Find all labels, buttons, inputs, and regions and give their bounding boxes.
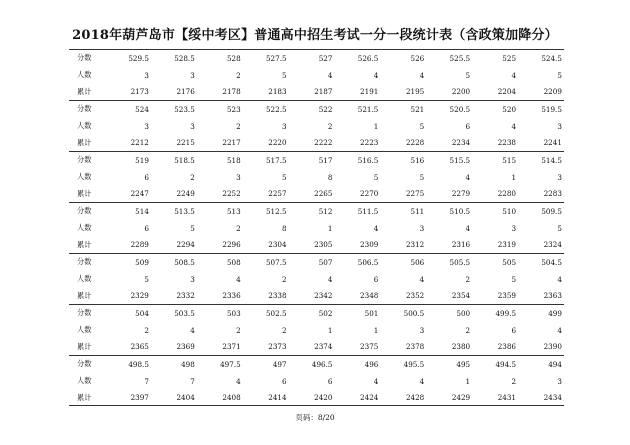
table-cell-count: 3 xyxy=(511,223,517,233)
table-cell-score: 500.5 xyxy=(403,308,425,318)
table-cell-count: 6 xyxy=(144,172,149,182)
row-label-score: 分数 xyxy=(77,104,92,114)
row-label-cumulative: 累计 xyxy=(77,341,92,351)
table-cell-cumulative: 2428 xyxy=(405,393,425,403)
table-cell-count: 4 xyxy=(511,121,517,131)
table-cell-cumulative: 2173 xyxy=(130,87,149,97)
table-cell-count: 2 xyxy=(465,274,471,284)
table-cell-count: 8 xyxy=(327,172,333,182)
table-cell-cumulative: 2249 xyxy=(176,189,195,199)
table-cell-count: 2 xyxy=(236,70,241,80)
table-cell-cumulative: 2414 xyxy=(268,393,287,403)
table-cell-cumulative: 2241 xyxy=(543,138,562,148)
table-cell-score: 510 xyxy=(502,206,517,216)
table-cell-score: 512 xyxy=(318,206,333,216)
table-cell-cumulative: 2429 xyxy=(451,393,471,403)
table-cell-score: 511 xyxy=(410,206,425,216)
row-label-count: 人数 xyxy=(77,274,92,284)
table-row-count xyxy=(69,67,564,84)
table-cell-cumulative: 2312 xyxy=(405,240,425,250)
table-cell-count: 6 xyxy=(465,121,471,131)
table-cell-score: 497.5 xyxy=(220,359,241,369)
table-cell-score: 521.5 xyxy=(357,104,379,114)
row-label-cumulative: 累计 xyxy=(77,86,92,96)
row-label-score: 分数 xyxy=(77,53,92,63)
table-cell-score: 523.5 xyxy=(174,104,195,114)
table-row-count xyxy=(69,271,564,288)
table-cell-cumulative: 2404 xyxy=(176,393,195,403)
table-cell-cumulative: 2352 xyxy=(405,291,425,301)
table-row-score xyxy=(69,203,564,220)
table-cell-count: 2 xyxy=(511,376,517,386)
row-label-score: 分数 xyxy=(77,308,92,318)
table-cell-score: 524.5 xyxy=(541,53,562,63)
table-row-count xyxy=(69,220,564,237)
table-cell-score: 506 xyxy=(410,257,425,267)
table-cell-cumulative: 2209 xyxy=(543,87,562,97)
table-cell-cumulative: 2369 xyxy=(176,342,195,352)
table-cell-cumulative: 2222 xyxy=(314,138,333,148)
row-label-cumulative: 累计 xyxy=(77,188,92,198)
table-cell-score: 525.5 xyxy=(449,53,471,63)
row-label-cumulative: 累计 xyxy=(77,290,92,300)
table-cell-count: 7 xyxy=(144,376,149,386)
table-cell-score: 498.5 xyxy=(128,359,149,369)
table-cell-score: 513.5 xyxy=(174,206,195,216)
table-cell-cumulative: 2195 xyxy=(405,87,425,97)
table-cell-score: 518 xyxy=(226,155,241,165)
table-cell-score: 513 xyxy=(226,206,241,216)
table-row-cumulative xyxy=(69,83,564,100)
table-cell-score: 526.5 xyxy=(357,53,379,63)
table-cell-cumulative: 2420 xyxy=(314,393,333,403)
table-cell-cumulative: 2373 xyxy=(268,342,287,352)
table-cell-cumulative: 2397 xyxy=(130,393,149,403)
table-cell-score: 527 xyxy=(318,53,333,63)
table-cell-cumulative: 2375 xyxy=(360,342,379,352)
table-cell-cumulative: 2305 xyxy=(314,240,333,250)
table-cell-cumulative: 2348 xyxy=(360,291,379,301)
table-cell-cumulative: 2204 xyxy=(497,87,517,97)
table-cell-cumulative: 2336 xyxy=(222,291,241,301)
table-cell-cumulative: 2294 xyxy=(176,240,195,250)
table-cell-cumulative: 2324 xyxy=(543,240,562,250)
table-cell-score: 516 xyxy=(410,155,425,165)
table-cell-count: 6 xyxy=(144,223,149,233)
row-label-score: 分数 xyxy=(77,359,92,369)
table-cell-score: 511.5 xyxy=(357,206,379,216)
table-cell-cumulative: 2279 xyxy=(451,189,471,199)
table-cell-score: 508.5 xyxy=(174,257,195,267)
table-cell-score: 517.5 xyxy=(265,155,287,165)
table-row-cumulative xyxy=(69,389,564,406)
table-cell-score: 508 xyxy=(226,257,241,267)
table-cell-cumulative: 2338 xyxy=(268,291,287,301)
table-cell-score: 505.5 xyxy=(449,257,471,267)
table-block xyxy=(69,100,564,151)
table-cell-count: 4 xyxy=(557,274,562,284)
table-cell-cumulative: 2354 xyxy=(451,291,471,301)
table-cell-score: 522.5 xyxy=(265,104,287,114)
table-cell-count: 1 xyxy=(373,325,379,335)
table-cell-score: 503.5 xyxy=(174,308,195,318)
table-row-score xyxy=(69,305,564,322)
table-cell-score: 507 xyxy=(318,257,333,267)
table-row-count xyxy=(69,118,564,135)
table-row-cumulative xyxy=(69,287,564,304)
table-cell-score: 514.5 xyxy=(541,155,562,165)
row-label-cumulative: 累计 xyxy=(77,137,92,147)
row-label-count: 人数 xyxy=(77,223,92,233)
table-cell-count: 3 xyxy=(190,274,195,284)
table-cell-count: 1 xyxy=(373,121,379,131)
table-cell-count: 6 xyxy=(511,325,517,335)
table-cell-count: 2 xyxy=(236,223,241,233)
table-row-score xyxy=(69,254,564,271)
table-cell-score: 495 xyxy=(456,359,471,369)
table-cell-score: 498 xyxy=(181,359,195,369)
table-cell-count: 4 xyxy=(557,325,562,335)
table-cell-count: 4 xyxy=(236,376,241,386)
table-cell-cumulative: 2187 xyxy=(314,87,333,97)
table-cell-score: 516.5 xyxy=(357,155,379,165)
table-cell-score: 521 xyxy=(410,104,425,114)
table-cell-cumulative: 2424 xyxy=(360,393,379,403)
table-cell-count: 5 xyxy=(281,70,287,80)
table-cell-score: 504 xyxy=(135,308,149,318)
table-cell-score: 519 xyxy=(135,155,149,165)
table-cell-count: 4 xyxy=(373,376,379,386)
table-cell-count: 8 xyxy=(281,223,287,233)
table-cell-score: 507.5 xyxy=(265,257,287,267)
table-row-cumulative xyxy=(69,236,564,253)
table-cell-score: 506.5 xyxy=(357,257,379,267)
table-cell-score: 497 xyxy=(272,359,287,369)
row-label-count: 人数 xyxy=(77,172,92,182)
table-cell-count: 3 xyxy=(419,223,425,233)
table-cell-cumulative: 2434 xyxy=(543,393,562,403)
row-label-score: 分数 xyxy=(77,206,92,216)
table-cell-count: 3 xyxy=(557,121,562,131)
table-cell-cumulative: 2329 xyxy=(130,291,149,301)
table-cell-count: 5 xyxy=(557,223,562,233)
table-cell-cumulative: 2200 xyxy=(451,87,471,97)
table-cell-cumulative: 2247 xyxy=(130,189,149,199)
table-cell-cumulative: 2257 xyxy=(268,189,287,199)
table-cell-count: 4 xyxy=(465,172,471,182)
table-row-count xyxy=(69,373,564,390)
table-block xyxy=(69,304,564,355)
table-cell-count: 2 xyxy=(236,325,241,335)
table-cell-cumulative: 2359 xyxy=(497,291,517,301)
table-cell-count: 4 xyxy=(327,274,333,284)
table-cell-count: 4 xyxy=(419,70,425,80)
table-cell-cumulative: 2363 xyxy=(543,291,562,301)
table-cell-count: 5 xyxy=(465,70,471,80)
row-label-score: 分数 xyxy=(77,257,92,267)
page-number: 页码：8/20 xyxy=(295,413,335,422)
table-cell-count: 2 xyxy=(327,121,333,131)
table-cell-score: 515 xyxy=(502,155,517,165)
table-cell-score: 528.5 xyxy=(174,53,195,63)
table-cell-score: 524 xyxy=(135,104,149,114)
table-cell-cumulative: 2304 xyxy=(268,240,287,250)
table-cell-cumulative: 2283 xyxy=(543,189,562,199)
table-cell-count: 3 xyxy=(190,121,195,131)
table-cell-score: 495.5 xyxy=(403,359,425,369)
table-cell-count: 3 xyxy=(557,172,562,182)
table-cell-cumulative: 2212 xyxy=(130,138,149,148)
table-cell-cumulative: 2176 xyxy=(176,87,195,97)
table-block xyxy=(69,151,564,202)
score-distribution-table xyxy=(69,49,564,406)
table-cell-count: 3 xyxy=(144,121,149,131)
table-cell-score: 509.5 xyxy=(541,206,562,216)
table-cell-cumulative: 2178 xyxy=(222,87,241,97)
table-row-score xyxy=(69,50,564,67)
table-row-cumulative xyxy=(69,134,564,151)
table-cell-cumulative: 2183 xyxy=(268,87,287,97)
table-cell-count: 4 xyxy=(373,223,379,233)
table-cell-cumulative: 2316 xyxy=(451,240,471,250)
table-cell-score: 526 xyxy=(410,53,425,63)
table-cell-cumulative: 2365 xyxy=(130,342,149,352)
table-cell-count: 1 xyxy=(511,172,517,182)
table-cell-count: 4 xyxy=(465,223,471,233)
table-cell-score: 514 xyxy=(135,206,149,216)
table-cell-cumulative: 2215 xyxy=(176,138,195,148)
table-cell-cumulative: 2265 xyxy=(314,189,333,199)
row-label-count: 人数 xyxy=(77,376,92,386)
table-cell-count: 1 xyxy=(465,376,471,386)
table-cell-count: 5 xyxy=(373,172,379,182)
table-cell-count: 3 xyxy=(144,70,149,80)
table-cell-score: 523 xyxy=(226,104,241,114)
table-cell-count: 5 xyxy=(511,274,517,284)
table-cell-count: 4 xyxy=(236,274,241,284)
row-label-score: 分数 xyxy=(77,155,92,165)
table-cell-cumulative: 2234 xyxy=(451,138,471,148)
table-cell-score: 517 xyxy=(318,155,333,165)
table-cell-cumulative: 2280 xyxy=(497,189,517,199)
table-row-count xyxy=(69,322,564,339)
table-cell-score: 518.5 xyxy=(174,155,195,165)
table-cell-count: 5 xyxy=(557,70,562,80)
table-cell-score: 522 xyxy=(318,104,333,114)
row-label-count: 人数 xyxy=(77,70,92,80)
table-cell-count: 1 xyxy=(327,325,333,335)
table-cell-count: 2 xyxy=(144,325,149,335)
row-label-cumulative: 累计 xyxy=(77,239,92,249)
table-cell-count: 4 xyxy=(419,274,425,284)
table-cell-count: 3 xyxy=(190,70,195,80)
table-block xyxy=(69,202,564,253)
table-cell-count: 4 xyxy=(327,70,333,80)
table-cell-count: 6 xyxy=(373,274,379,284)
table-cell-score: 499.5 xyxy=(495,308,517,318)
table-cell-count: 4 xyxy=(373,70,379,80)
table-cell-score: 519.5 xyxy=(541,104,562,114)
table-cell-count: 4 xyxy=(511,70,517,80)
table-cell-count: 1 xyxy=(327,223,333,233)
table-cell-score: 510.5 xyxy=(449,206,471,216)
table-cell-count: 3 xyxy=(281,121,287,131)
table-cell-score: 509 xyxy=(135,257,149,267)
table-row-score xyxy=(69,101,564,118)
table-cell-score: 499 xyxy=(548,308,562,318)
table-cell-cumulative: 2408 xyxy=(222,393,241,403)
table-cell-cumulative: 2380 xyxy=(451,342,471,352)
table-cell-cumulative: 2390 xyxy=(543,342,562,352)
table-cell-cumulative: 2228 xyxy=(405,138,425,148)
table-cell-score: 515.5 xyxy=(449,155,471,165)
table-cell-count: 5 xyxy=(190,223,195,233)
table-cell-count: 4 xyxy=(190,325,195,335)
table-cell-count: 2 xyxy=(465,325,471,335)
table-cell-score: 520.5 xyxy=(449,104,471,114)
table-cell-cumulative: 2238 xyxy=(497,138,517,148)
table-block xyxy=(69,49,564,100)
table-cell-count: 7 xyxy=(190,376,195,386)
document-title: 2018年葫芦岛市【绥中考区】普通高中招生考试一分一段统计表（含政策加降分） xyxy=(72,28,558,43)
table-cell-count: 2 xyxy=(236,121,241,131)
table-cell-score: 496 xyxy=(364,359,379,369)
table-cell-score: 503 xyxy=(226,308,241,318)
table-cell-count: 6 xyxy=(281,376,287,386)
table-cell-count: 6 xyxy=(327,376,333,386)
table-row-score xyxy=(69,356,564,373)
table-cell-cumulative: 2191 xyxy=(360,87,379,97)
table-cell-score: 501 xyxy=(364,308,379,318)
row-label-count: 人数 xyxy=(77,325,92,335)
table-row-count xyxy=(69,169,564,186)
table-cell-cumulative: 2431 xyxy=(497,393,517,403)
table-cell-cumulative: 2220 xyxy=(268,138,287,148)
table-cell-cumulative: 2374 xyxy=(314,342,333,352)
table-cell-count: 2 xyxy=(190,172,195,182)
table-cell-score: 494.5 xyxy=(495,359,517,369)
table-cell-count: 5 xyxy=(419,172,425,182)
table-row-cumulative xyxy=(69,338,564,355)
table-cell-count: 4 xyxy=(419,376,425,386)
row-label-cumulative: 累计 xyxy=(77,392,92,402)
table-cell-score: 528 xyxy=(226,53,241,63)
table-cell-score: 504.5 xyxy=(541,257,562,267)
table-cell-score: 529.5 xyxy=(128,53,149,63)
table-cell-cumulative: 2386 xyxy=(497,342,517,352)
table-row-cumulative xyxy=(69,185,564,202)
table-cell-score: 512.5 xyxy=(265,206,287,216)
table-block xyxy=(69,253,564,304)
table-cell-score: 527.5 xyxy=(265,53,287,63)
table-cell-cumulative: 2371 xyxy=(222,342,241,352)
table-cell-cumulative: 2275 xyxy=(405,189,425,199)
table-cell-score: 494 xyxy=(548,359,562,369)
table-block xyxy=(69,355,564,406)
table-cell-score: 520 xyxy=(502,104,517,114)
table-cell-cumulative: 2309 xyxy=(360,240,379,250)
table-cell-count: 2 xyxy=(281,274,287,284)
table-cell-cumulative: 2270 xyxy=(360,189,379,199)
table-cell-cumulative: 2342 xyxy=(314,291,333,301)
table-cell-count: 3 xyxy=(236,172,241,182)
row-label-count: 人数 xyxy=(77,121,92,131)
table-cell-cumulative: 2217 xyxy=(222,138,241,148)
table-cell-cumulative: 2296 xyxy=(222,240,241,250)
table-cell-count: 5 xyxy=(144,274,149,284)
table-cell-cumulative: 2332 xyxy=(176,291,195,301)
table-cell-cumulative: 2252 xyxy=(222,189,241,199)
table-cell-score: 496.5 xyxy=(311,359,333,369)
table-cell-count: 5 xyxy=(419,121,425,131)
table-cell-count: 5 xyxy=(281,172,287,182)
table-cell-score: 500 xyxy=(456,308,471,318)
table-cell-score: 502.5 xyxy=(265,308,287,318)
table-cell-count: 3 xyxy=(557,376,562,386)
table-cell-cumulative: 2319 xyxy=(497,240,517,250)
table-cell-score: 502 xyxy=(318,308,333,318)
table-cell-count: 2 xyxy=(281,325,287,335)
table-cell-score: 525 xyxy=(502,53,517,63)
table-cell-score: 505 xyxy=(502,257,517,267)
table-row-score xyxy=(69,152,564,169)
table-cell-cumulative: 2378 xyxy=(405,342,425,352)
table-cell-count: 3 xyxy=(419,325,425,335)
table-cell-cumulative: 2289 xyxy=(130,240,149,250)
table-cell-cumulative: 2223 xyxy=(360,138,379,148)
